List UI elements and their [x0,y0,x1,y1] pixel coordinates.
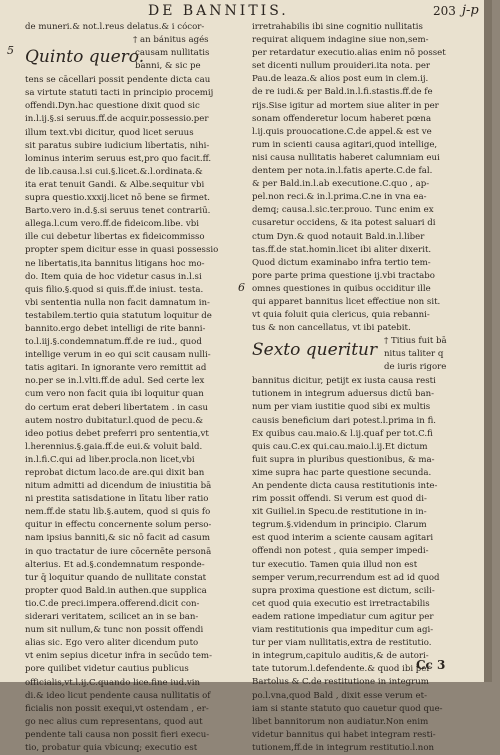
text-line: siderari veritatem, scilicet an in se ban- [25,612,199,623]
text-line: tegrum.§.videndum in principio. Clarum [252,520,427,531]
text-line: omnes questiones in quibus occiditur ille [252,283,431,294]
text-line: num per viam iustitie quod sibi ex multis [252,402,431,413]
page-header [0,3,492,21]
handwritten-corner-mark: j-p [462,3,479,18]
text-line: l.ij.quis prouocatione.C.de appel.& est ve [252,126,432,137]
text-line: testabilem.tertio quia statutum loquitur de [25,310,212,321]
text-line: de re iudi.& per Bald.in.l.fi.stastis.ff.de fe [252,87,433,98]
text-line: de muneri.& not.l.reus delatus.& i cócor- [25,22,205,32]
text-line: ideo potius debet preferri pro sententia,vt [25,428,209,439]
text-line: xit Guiliel.in Specu.de restitutione in in- [252,507,427,518]
text-line: pore quilibet videtur cautius publicus [25,664,189,675]
text-line: libet bannitorum non audiatur.Non enim [252,716,429,727]
text-line: autem nostro dubitatur.l.quod de pecu.& [25,415,203,426]
text-line: set dicenti nullum prouideri.ita nota. per [252,61,431,72]
text-line: irretrahabilis ibi sine cognitio nullitatis [252,22,423,32]
text-line: causam nullitatis [135,48,210,59]
text-line: causis beneficium dari potest.l.prima in fi. [252,415,437,426]
running-head: DE BANNITIS. [148,3,289,19]
text-line: tur executio. Tamen quia illud non est [252,559,418,570]
text-line: est quod interim a sciente causam agitari [252,533,434,544]
text-line: Ex quibus cau.maio.& l.ij.quaf per tot.C.fi [252,428,433,439]
signature-mark: Cc 3 [416,658,446,672]
text-line: requirat aliquem indagine siue non,sem- [252,35,429,46]
text-line: do certum erat deberi libertatem . in casu [25,402,209,413]
text-line: propter spem dicitur esse in quasi possessio [25,245,219,256]
text-line: Quod dictum examinabo infra tertio tem- [252,257,431,268]
text-line: reprobat dictum laco.de are.qui dixit ban [25,468,205,478]
text-line: viam restitutionis qua impeditur cum agi- [252,625,434,636]
text-line: An pendente dicta causa restitutionis inte- [252,481,438,491]
text-line: in.l.ij.§.si seruus.ff.de acquir.possessio.per [25,114,209,125]
text-line: † an bánitus agés [133,35,209,46]
text-line: rum in scienti causa agitari,quod intellige, [252,139,438,150]
text-line: bannito.ergo debet intelligi de rite banni- [25,323,206,334]
text-line: cusaretur occidens, & ita potest saluari di [252,218,436,229]
text-line: pel.non reci.& in.l.prima.C.ne in vna ea- [252,192,427,203]
text-line: alterius. Et ad.§.condemnatum responde- [25,559,205,570]
text-line: tur q̄ loquitur quando de nullitate constat [25,572,207,583]
text-line: tur per viam nullitatis,extra de restitutio. [252,638,432,649]
text-line: do. Item quia de hoc videtur casus in.l.si [25,271,202,282]
text-line: propter quod Bald.in authen.que supplica [25,585,207,596]
text-line: po.l.vna,quod Bald , dixit esse verum et- [252,690,427,701]
text-line: vt enim sepius dicetur infra in secūdo tem- [25,651,212,662]
text-line: l.herennius.§.gaia.ff.de eui.& voluit bald. [25,441,203,452]
text-line: lominus interim seruus est,pro quo facit.ff. [25,153,212,164]
text-line: cum vero non facit quia ibi loquitur quan [25,389,204,400]
section-heading-sexto: Sexto queritur [252,340,378,361]
text-line: in integrum,capitulo auditis,& de autori- [252,651,429,662]
text-line: tate tutorum.l.defendente.& quod ibi per [252,664,431,675]
text-line: quis cau.C.ex qui.cau.maio.l.ij.Et dictum [252,441,428,452]
text-line: pendente tali causa non possit fieri execu- [25,729,210,740]
text-line: rijs.Sise igitur ad mortem siue aliter in per [252,100,439,111]
text-line: tens se cācellari possit pendente dicta cau [25,75,211,86]
text-line: quis filio.§.quod si quis.ff.de iniust. testa. [25,284,204,295]
text-line: sa virtute statuti tacti in principio procemij [25,88,214,99]
text-line: to.l.iij.§.condemnatum.ff.de re iud., quod [25,337,202,348]
text-line: & per Bald.in.l.ab executione.C.quo , ap- [252,179,430,190]
text-line: eadem ratione impediatur cum agitur per [252,611,434,622]
text-line: cet quod quia executio est irretractabilis [252,598,430,609]
text-line: ita erat tenuit Gandi. & Albe.sequitur vbi [25,179,205,190]
text-line: semper verum,recurrendum est ad id quod [252,572,440,583]
text-line: Bartolus & C.de restitutione in integrum [252,677,429,688]
section-heading-block [25,47,235,74]
text-line: tutionem in integrum aduersus dictū ban- [252,389,435,400]
text-line: tas.ff.de stat.homin.licet ibi aliter dixerit. [252,244,432,255]
text-line: ille cui debetur libertas ex fideicommisso [25,232,205,243]
text-line: tus & non cancellatus, vt ibi patebit. [252,323,411,334]
text-line: sit paratus subire iudicium libertatis, nihi- [25,140,210,151]
text-line: fuit supra in pluribus questionibus, & ma- [252,454,435,465]
text-line: † Titius fuit bā [384,336,447,347]
text-line: videtur bannitus qui habet integram resti- [252,729,436,740]
left-column [25,21,235,755]
text-line: iam si stante statuto quo cauetur quod que- [252,703,443,714]
text-line: ctum Dyn.& quod notauit Bald.in.l.liber [252,231,425,242]
text-line: ne libertatis,ita bannitus litigans hoc mo- [25,258,205,269]
text-line: vt quia foluit quia clericus, quia rebanni- [252,310,430,321]
text-line: nitus taliter q [384,349,444,360]
text-line: officialis,vt.l.ij.C.quando lice.fine iud.vin [25,677,200,688]
page-edge [484,0,492,682]
text-line: intellige verum in eo qui scit causam nulli- [25,350,211,361]
text-line: qui apparet bannitus licet effectiue non sit. [252,296,441,307]
text-line: illum text.vbi dicitur, quod licet seruus [25,127,194,138]
text-line: bannitus dicitur, petijt ex iusta causa resti [252,376,436,387]
text-line: Barto.vero in.d.§.si seruus tenet contrariū. [25,206,211,217]
text-line: supra proxima questione est dictum, scili- [252,585,435,596]
text-line: in.l.fi.C.qui ad liber.procla.non licet,vbi [25,454,195,465]
text-line: supra questio.xxxij.licet nō bene se firmet. [25,193,211,204]
text-line: num sit nullum,& tunc non possit offendi [25,625,204,636]
section-heading-quinto: Quinto quero. [25,47,145,68]
text-line: tio, probatur quia vbicunq; executio est [25,742,198,753]
text-line: vbi sententia nulla non facit damnatum in- [25,297,210,308]
text-line: Pau.de leaza.& alios post eum in clem.ij. [252,74,429,85]
page-number: 203 [433,4,456,18]
text-line: offendi.Dyn.hac questione dixit quod sic [25,101,200,112]
text-line: go nec alius cum representans, quod aut [25,716,203,727]
text-line: in quo tractatur de iure cōcernēte personā [25,546,212,557]
text-line: alias sic. Ego vero aliter dicendum puto [25,638,199,649]
text-line: per retardatur executio.alias enim nō posset [252,48,446,59]
text-line: ni prestita satisdatione in lītatu liber ratio [25,494,209,505]
text-line: pore parte prima questione ij.vbi tractabo [252,270,435,281]
text-line: banni, & sic pe [135,61,201,72]
text-line: dentem per nota.in.l.fatis aperte.C.de fal. [252,166,433,177]
text-line: ficialis non possit exequi,vt ostendam , er- [25,703,209,714]
text-line: sonam offenderetur locum haberet pœna [252,113,432,124]
text-line: tatis agitari. In ignorante vero remittit ad [25,363,207,374]
text-line: demq; causa.l.sic.ter.prouo. Tunc enim ex [252,205,434,216]
text-line: tutionem,ff.de in integrum restitutio.l.non [252,742,435,753]
margin-number-5: 5 [7,44,14,57]
text-line: allega.l.cum vero.ff.de fideicom.libe. vbi [25,219,200,230]
text-line: xime supra hac parte questione secunda. [252,467,432,478]
text-line: quitur in effectu concernente solum perso- [25,520,212,531]
text-line: nisi causa nullitatis haberet calumniam eui [252,152,440,163]
text-line: nem.ff.de statu lib.§.autem, quod si quis fo [25,507,211,518]
text-line: rim possit offendi. Si verum est quod di- [252,494,427,505]
text-line: no.per se in.l.vlti.ff.de adul. Sed certe lex [25,376,205,387]
text-line: de iuris rigore [384,362,447,373]
right-column [252,21,464,755]
text-line: nitum admitti ad dicendum de iniustitia bā [25,481,212,492]
text-line: de lib.causa.l.si cui.§.licet.&.l.ordinata.& [25,166,203,177]
text-line: offendi non potest , quia semper impedi- [252,546,429,557]
text-line: di.& ideo licut pendente causa nullitatis of [25,690,211,701]
margin-number-6: 6 [238,281,245,294]
section-heading-block [252,335,464,375]
text-line: tio.C.de preci.impera.offerend.dicit con- [25,598,200,609]
text-line: nam ipsius banniti,& sic nō facit ad casum [25,533,210,544]
